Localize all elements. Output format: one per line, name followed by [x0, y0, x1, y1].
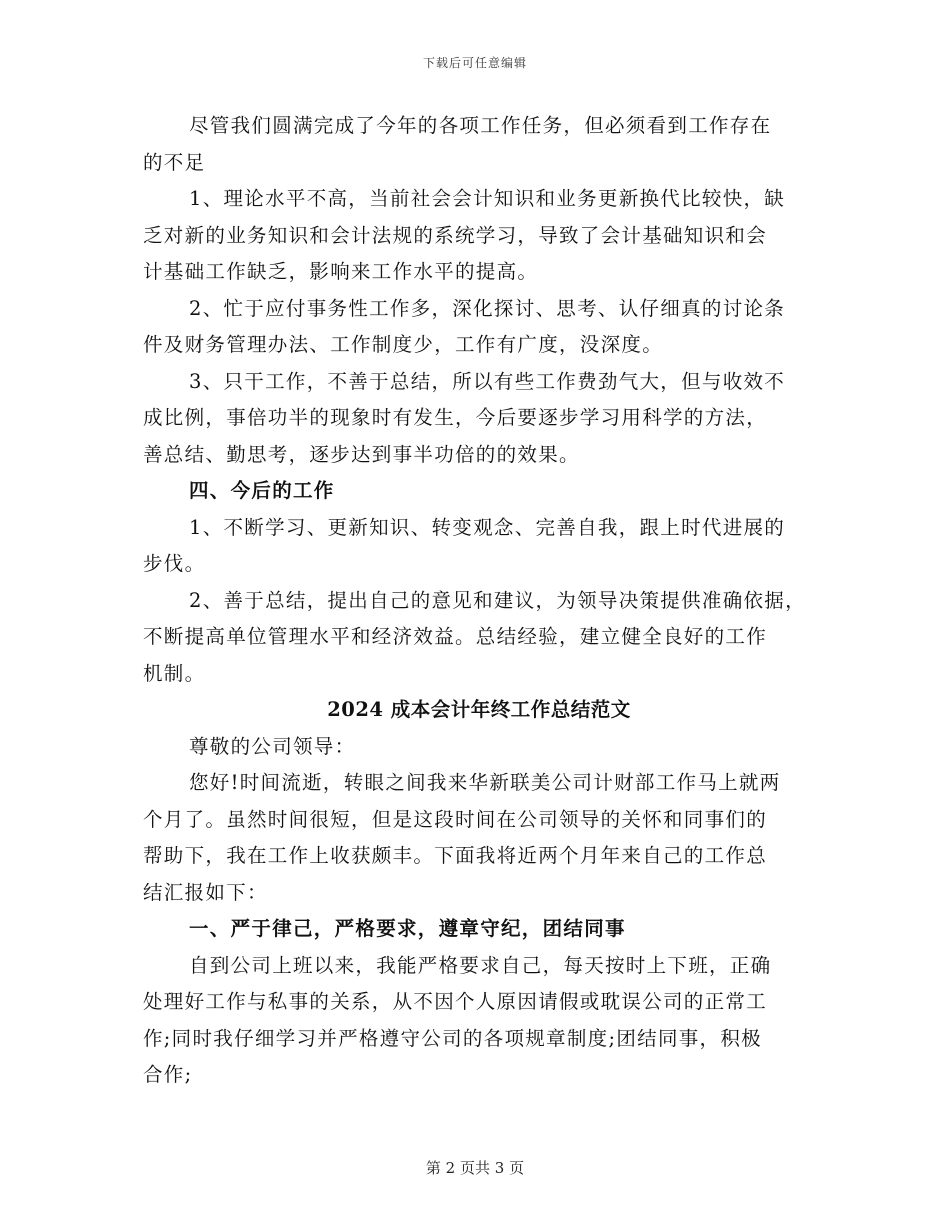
paragraph-line: 自到公司上班以来，我能严格要求自己，每天按时上下班，正确	[189, 953, 772, 977]
paragraph-line: 1、不断学习、更新知识、转变观念、完善自我，跟上时代进展的	[189, 515, 786, 539]
paragraph-line: 尽管我们圆满完成了今年的各项工作任务，但必须看到工作存在	[189, 114, 772, 137]
paragraph-line: 乏对新的业务知识和会计法规的系统学习，导致了会计基础知识和会	[143, 223, 768, 247]
section-heading: 一、严于律己，严格要求，遵章守纪，团结同事	[189, 917, 626, 940]
paragraph-line: 步伐。	[143, 552, 206, 575]
paragraph-line: 机制。	[143, 661, 206, 685]
section-heading: 四、今后的工作	[189, 479, 335, 502]
paragraph-line: 1、理论水平不高，当前社会会计知识和业务更新换代比较快，缺	[189, 187, 786, 210]
paragraph-line: 善总结、勤思考，逐步达到事半功倍的的效果。	[143, 442, 580, 466]
document-body	[143, 108, 815, 1094]
page-footer: 第 2 页共 3 页	[425, 1159, 525, 1177]
paragraph-line: 计基础工作缺乏，影响来工作水平的提高。	[143, 260, 539, 283]
paragraph-line: 的不足	[143, 150, 206, 174]
paragraph-line: 成比例，事倍功半的现象时有发生，今后要逐步学习用科学的方法，	[143, 406, 768, 429]
paragraph-line: 3、只干工作，不善于总结，所以有些工作费劲气大，但与收效不	[189, 369, 786, 393]
paragraph-line: 作;同时我仔细学习并严格遵守公司的各项规章制度;团结同事，积极	[143, 1026, 762, 1050]
paragraph-line: 帮助下，我在工作上收获颇丰。下面我将近两个月年来自己的工作总	[143, 844, 768, 867]
paragraph-line: 个月了。虽然时间很短，但是这段时间在公司领导的关怀和同事们的	[143, 807, 768, 831]
paragraph-line: 2、善于总结，提出自己的意见和建议，为领导决策提供准确依据，	[189, 588, 806, 612]
paragraph-line: 不断提高单位管理水平和经济效益。总结经验，建立健全良好的工作	[143, 625, 768, 648]
page-header: 下载后可任意编辑	[422, 56, 527, 70]
paragraph-line: 结汇报如下：	[143, 880, 268, 904]
paragraph-line: 2、忙于应付事务性工作多，深化探讨、思考、认仔细真的讨论条	[189, 296, 786, 320]
document-title: 2024 成本会计年终工作总结范文	[327, 698, 631, 721]
paragraph-line: 您好!时间流逝，转眼之间我来华新联美公司计财部工作马上就两	[189, 771, 781, 794]
salutation: 尊敬的公司领导：	[189, 734, 356, 758]
paragraph-line: 处理好工作与私事的关系，从不因个人原因请假或耽误公司的正常工	[143, 990, 768, 1013]
paragraph-line: 件及财务管理办法、工作制度少，工作有广度，没深度。	[143, 333, 664, 356]
paragraph-line: 合作;	[143, 1063, 193, 1086]
